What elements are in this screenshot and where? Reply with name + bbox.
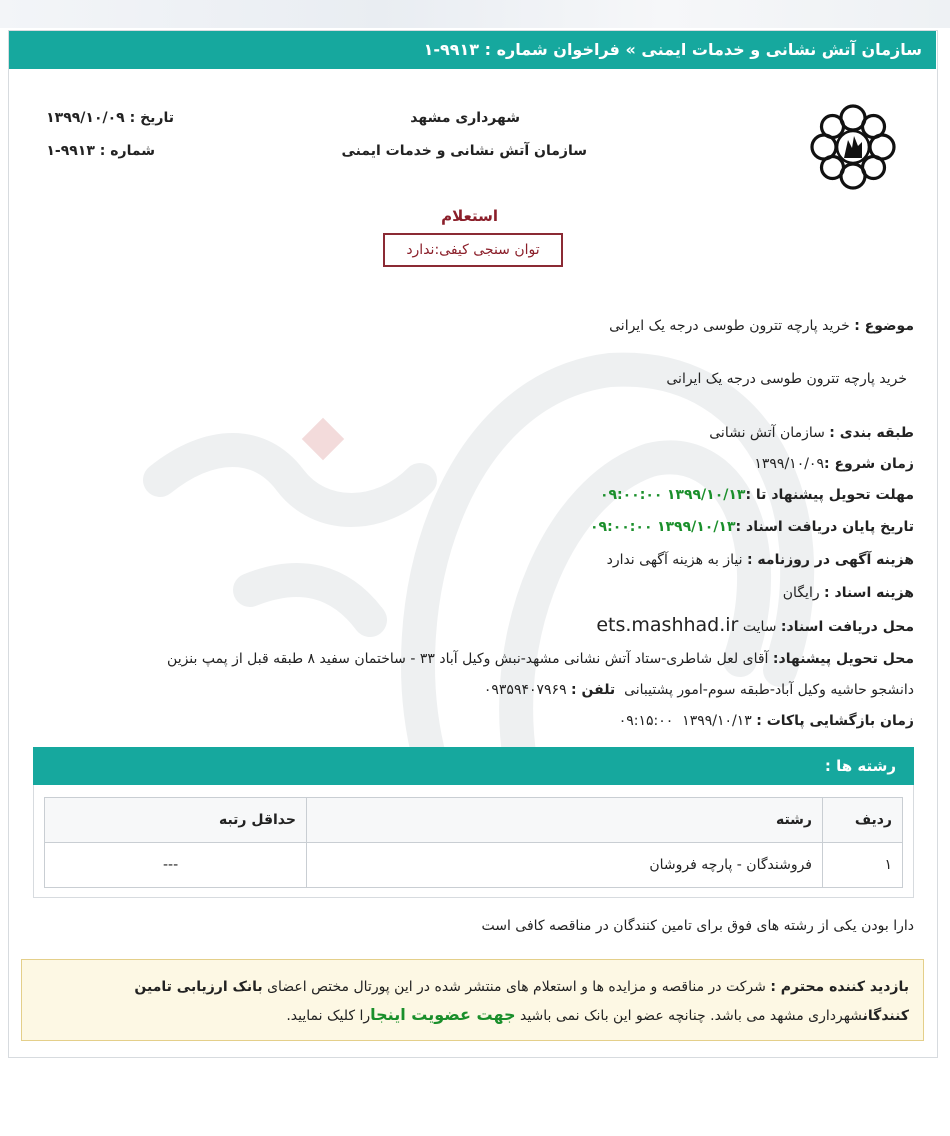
- letter-number: [46, 143, 155, 159]
- deadline-line: [600, 487, 914, 503]
- date-value: ۱۳۹۹/۱۰/۰۹: [46, 110, 125, 126]
- phone-label: تلفن :: [571, 682, 616, 698]
- join-link[interactable]: جهت عضویت اینجا: [370, 1005, 516, 1024]
- delivery-label: محل تحویل پیشنهاد:: [772, 651, 914, 667]
- content-frame: [8, 30, 938, 1058]
- table-row: [45, 843, 903, 888]
- doc-place-site-link[interactable]: ets.mashhad.ir: [596, 614, 739, 636]
- description-text: خرید پارچه تترون طوسی درجه یک ایرانی: [666, 371, 907, 387]
- start-time-line: [754, 456, 914, 472]
- subject-line: [609, 318, 914, 334]
- browser-top-strip: [0, 0, 950, 28]
- fields-section-title: رشته ها :: [33, 747, 914, 785]
- subject-label: موضوع :: [854, 318, 914, 334]
- opening-date: ۱۳۹۹/۱۰/۱۳: [682, 713, 752, 729]
- deadline-time: ۰۹:۰۰:۰۰: [599, 487, 663, 503]
- docs-end-label: تاریخ پایان دریافت اسناد :: [735, 519, 914, 535]
- doc-place-prefix: سایت: [742, 619, 777, 635]
- doc-cost-label: هزینه اسناد :: [824, 585, 914, 601]
- column-header-min-rank: حداقل رتبه: [45, 798, 307, 843]
- delivery-line2: [484, 682, 914, 698]
- qualification-box: توان سنجی کیفی:ندارد: [383, 233, 563, 267]
- number-label: شماره :: [99, 143, 155, 159]
- deadline-date: ۱۳۹۹/۱۰/۱۳: [666, 487, 746, 503]
- deadline-label: مهلت تحویل پیشنهاد تا :: [745, 487, 914, 503]
- phone-value: ۰۹۳۵۹۴۰۷۹۶۹: [483, 682, 567, 698]
- category-value: سازمان آتش نشانی: [709, 425, 825, 441]
- visitor-text-3: را کلیک نمایید.: [286, 1008, 371, 1024]
- opening-time: ۰۹:۱۵:۰۰: [618, 713, 674, 729]
- doc-place-label: محل دریافت اسناد:: [780, 619, 914, 635]
- visitor-text-2: شهرداری مشهد می باشد. چنانچه عضو این بانک نمی باشید: [519, 1008, 863, 1024]
- opening-time-line: [619, 713, 914, 729]
- category-line: [709, 425, 914, 441]
- doc-cost-value: رایگان: [782, 585, 820, 601]
- cell-row-number: ۱: [823, 843, 903, 888]
- letter-date: [46, 110, 174, 126]
- delivery-address-line1: آقای لعل شاطری-ستاد آتش نشانی مشهد-نبش وکیل آباد ۳۳ - ساختمان سفید ۸ طبقه قبل از پمپ بنزین: [167, 651, 769, 667]
- subject-value: خرید پارچه تترون طوسی درجه یک ایرانی: [609, 318, 850, 334]
- opening-label: زمان بازگشایی پاکات :: [756, 713, 914, 729]
- number-value: ۹۹۱۳-۱: [46, 143, 95, 159]
- inquiry-title: استعلام: [441, 207, 498, 225]
- docs-end-time: ۰۹:۰۰:۰۰: [590, 519, 653, 535]
- org-name-fire-department: سازمان آتش نشانی و خدمات ایمنی: [341, 143, 587, 159]
- cell-field: فروشندگان - پارچه فروشان: [307, 843, 823, 888]
- doc-place-line: [596, 614, 914, 636]
- fire-department-logo-icon: [806, 100, 900, 194]
- visitor-greeting: بازدید کننده محترم :: [770, 979, 909, 995]
- visitor-bank-name: بانک ارزیابی تامین کنندگان: [134, 979, 909, 1024]
- fields-note: دارا بودن یکی از رشته های فوق برای تامین کنندگان در مناقصه کافی است: [481, 918, 914, 934]
- table-header-row: [45, 798, 903, 843]
- doc-cost-line: [783, 585, 914, 601]
- org-name-municipality: شهرداری مشهد: [410, 110, 520, 126]
- visitor-text-1: شرکت در مناقصه و مزایده ها و استعلام های منتشر شده در این پورتال مختص اعضای: [267, 979, 766, 995]
- docs-end-line: [590, 519, 914, 535]
- column-header-row-number: ردیف: [823, 798, 903, 843]
- category-label: طبقه بندی :: [829, 425, 914, 441]
- ad-cost-value: نیاز به هزینه آگهی ندارد: [606, 552, 743, 568]
- page-title: سازمان آتش نشانی و خدمات ایمنی » فراخوان شماره : ۹۹۱۳-۱: [9, 31, 936, 69]
- start-label: زمان شروع :: [823, 456, 914, 472]
- date-label: تاریخ :: [129, 110, 174, 126]
- column-header-field: رشته: [307, 798, 823, 843]
- delivery-line: [167, 651, 914, 667]
- fields-table: [44, 797, 903, 888]
- docs-end-date: ۱۳۹۹/۱۰/۱۳: [656, 519, 736, 535]
- ad-cost-line: [607, 552, 914, 568]
- cell-min-rank: ---: [45, 843, 307, 888]
- ad-cost-label: هزینه آگهی در روزنامه :: [746, 552, 914, 568]
- start-value: ۱۳۹۹/۱۰/۰۹: [754, 456, 824, 472]
- visitor-notice: [21, 959, 924, 1041]
- delivery-address-line2: دانشجو حاشیه وکیل آباد-طبقه سوم-امور پشتیبانی: [624, 682, 914, 698]
